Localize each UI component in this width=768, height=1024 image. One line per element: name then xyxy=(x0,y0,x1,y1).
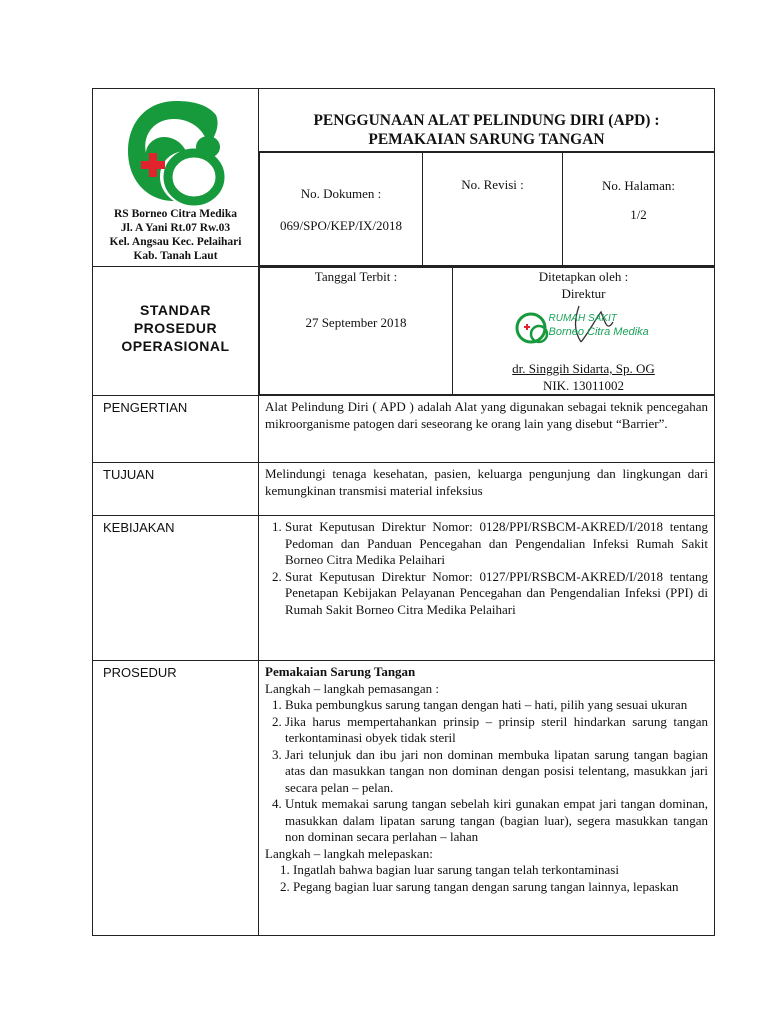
prosedur-heading: Pemakaian Sarung Tangan xyxy=(265,664,416,679)
signature-stamp xyxy=(509,302,659,358)
document-title-cell xyxy=(259,89,715,152)
hospital-address-3: Kab. Tanah Laut xyxy=(133,250,218,262)
pengertian-label: PENGERTIAN xyxy=(93,396,259,463)
pasang-item: 1. Buka pembungkus sarung tangan dengan hati – hati, pilih yang sesuai ukuran xyxy=(285,697,708,714)
pasang-item: 3. Jari telunjuk dan ibu jari non dominan membuka lipatan sarung tangan bagian atas dan masukkan tangan non dominan dengan posisi telentang, masukkan jari secara pelan – pelan. xyxy=(285,747,708,797)
prosedur-label: PROSEDUR xyxy=(93,661,259,936)
kebijakan-label: KEBIJAKAN xyxy=(93,516,259,661)
pasang-item: 2. Jika harus mempertahankan prinsip – prinsip steril hindarkan sarung tangan terkontaminasi obyek tidak steril xyxy=(285,714,708,747)
hospital-address-2: Kel. Angsau Kec. Pelaihari xyxy=(109,236,242,248)
tujuan-label: TUJUAN xyxy=(93,463,259,516)
pasang-heading: Langkah – langkah pemasangan : xyxy=(265,680,439,696)
pasang-list xyxy=(265,697,708,846)
director-name: dr. Singgih Sidarta, Sp. OG xyxy=(512,361,655,376)
stamp-text-2: Borneo Citra Medika xyxy=(548,326,649,338)
sop-label-line-2: PROSEDUR xyxy=(133,320,218,336)
lepas-item: 1. Ingatlah bahwa bagian luar sarung tangan telah terkontaminasi xyxy=(293,862,708,879)
sop-label-line-1: STANDAR xyxy=(140,302,211,318)
sop-label-cell xyxy=(93,267,259,396)
document-title-line-1: PENGGUNAAN ALAT PELINDUNG DIRI (APD) : xyxy=(313,112,660,129)
kebijakan-list xyxy=(265,519,708,618)
hospital-logo-icon xyxy=(116,91,236,209)
page-number-value: 1/2 xyxy=(630,207,647,222)
lepas-heading: Langkah – langkah melepaskan: xyxy=(265,845,433,861)
page-number-label: No. Halaman: xyxy=(602,178,675,193)
issue-date-label: Tanggal Terbit : xyxy=(314,269,398,284)
doc-number-label: No. Dokumen : xyxy=(300,186,382,201)
kebijakan-item: 2. Surat Keputusan Direktur Nomor: 0127/PPI/RSBCM-AKRED/I/2018 tentang Penetapan Kebijakan Pelayanan Pencegahan dan Pengendalian Infeksi (PPI) di Rumah Sakit Borneo Citra Medika Pelaihari xyxy=(285,569,708,619)
page-number-cell xyxy=(563,153,715,266)
lepas-item: 2. Pegang bagian luar sarung tangan dengan sarung tangan lainnya, lepaskan xyxy=(293,879,708,896)
stamp-text-1: RUMAH SAKIT xyxy=(548,313,617,324)
lepas-list xyxy=(265,862,708,895)
hospital-logo xyxy=(93,89,258,209)
issue-approval-cell xyxy=(259,267,715,396)
document-info-cell xyxy=(259,152,715,267)
revision-label: No. Revisi : xyxy=(461,177,524,192)
issue-date-cell xyxy=(260,268,453,395)
doc-number-value: 069/SPO/KEP/IX/2018 xyxy=(279,218,403,233)
approved-by-label: Ditetapkan oleh : xyxy=(538,269,629,284)
hospital-address-1: Jl. A Yani Rt.07 Rw.03 xyxy=(120,222,231,234)
sop-table xyxy=(92,88,715,936)
approval-cell xyxy=(453,268,715,395)
kebijakan-item: 1. Surat Keputusan Direktur Nomor: 0128/PPI/RSBCM-AKRED/I/2018 tentang Pedoman dan Panduan Pencegahan dan Pengendalian Infeksi Rumah Sakit Borneo Citra Medika Pelaihari xyxy=(285,519,708,569)
doc-number-cell xyxy=(260,153,423,266)
sop-document xyxy=(92,88,714,936)
kebijakan-cell xyxy=(259,516,715,661)
issue-date-value: 27 September 2018 xyxy=(305,315,407,330)
pengertian-text: Alat Pelindung Diri ( APD ) adalah Alat yang digunakan sebagai teknik pencegahan mikroorganisme patogen dari seseorang ke orang lain yang disebut “Barrier”. xyxy=(259,396,715,463)
document-title-line-2: PEMAKAIAN SARUNG TANGAN xyxy=(368,131,605,148)
prosedur-cell xyxy=(259,661,715,936)
sop-label-line-3: OPERASIONAL xyxy=(121,338,230,354)
approved-by-role: Direktur xyxy=(561,286,606,301)
pasang-item: 4. Untuk memakai sarung tangan sebelah kiri gunakan empat jari tangan dominan, masukkan dalam lipatan sarung tangan (bagian luar), segera masukkan tangan non dominan secara perlahan – lahan xyxy=(285,796,708,846)
sop-label xyxy=(93,267,258,355)
hospital-identity xyxy=(93,207,258,263)
revision-cell xyxy=(423,153,563,266)
director-nik: NIK. 13011002 xyxy=(542,378,625,393)
document-title xyxy=(259,89,714,151)
hospital-name: RS Borneo Citra Medika xyxy=(114,208,237,220)
tujuan-text: Melindungi tenaga kesehatan, pasien, keluarga pengunjung dan lingkungan dari kemungkinan transmisi material infeksius xyxy=(259,463,715,516)
hospital-logo-cell xyxy=(93,89,259,267)
